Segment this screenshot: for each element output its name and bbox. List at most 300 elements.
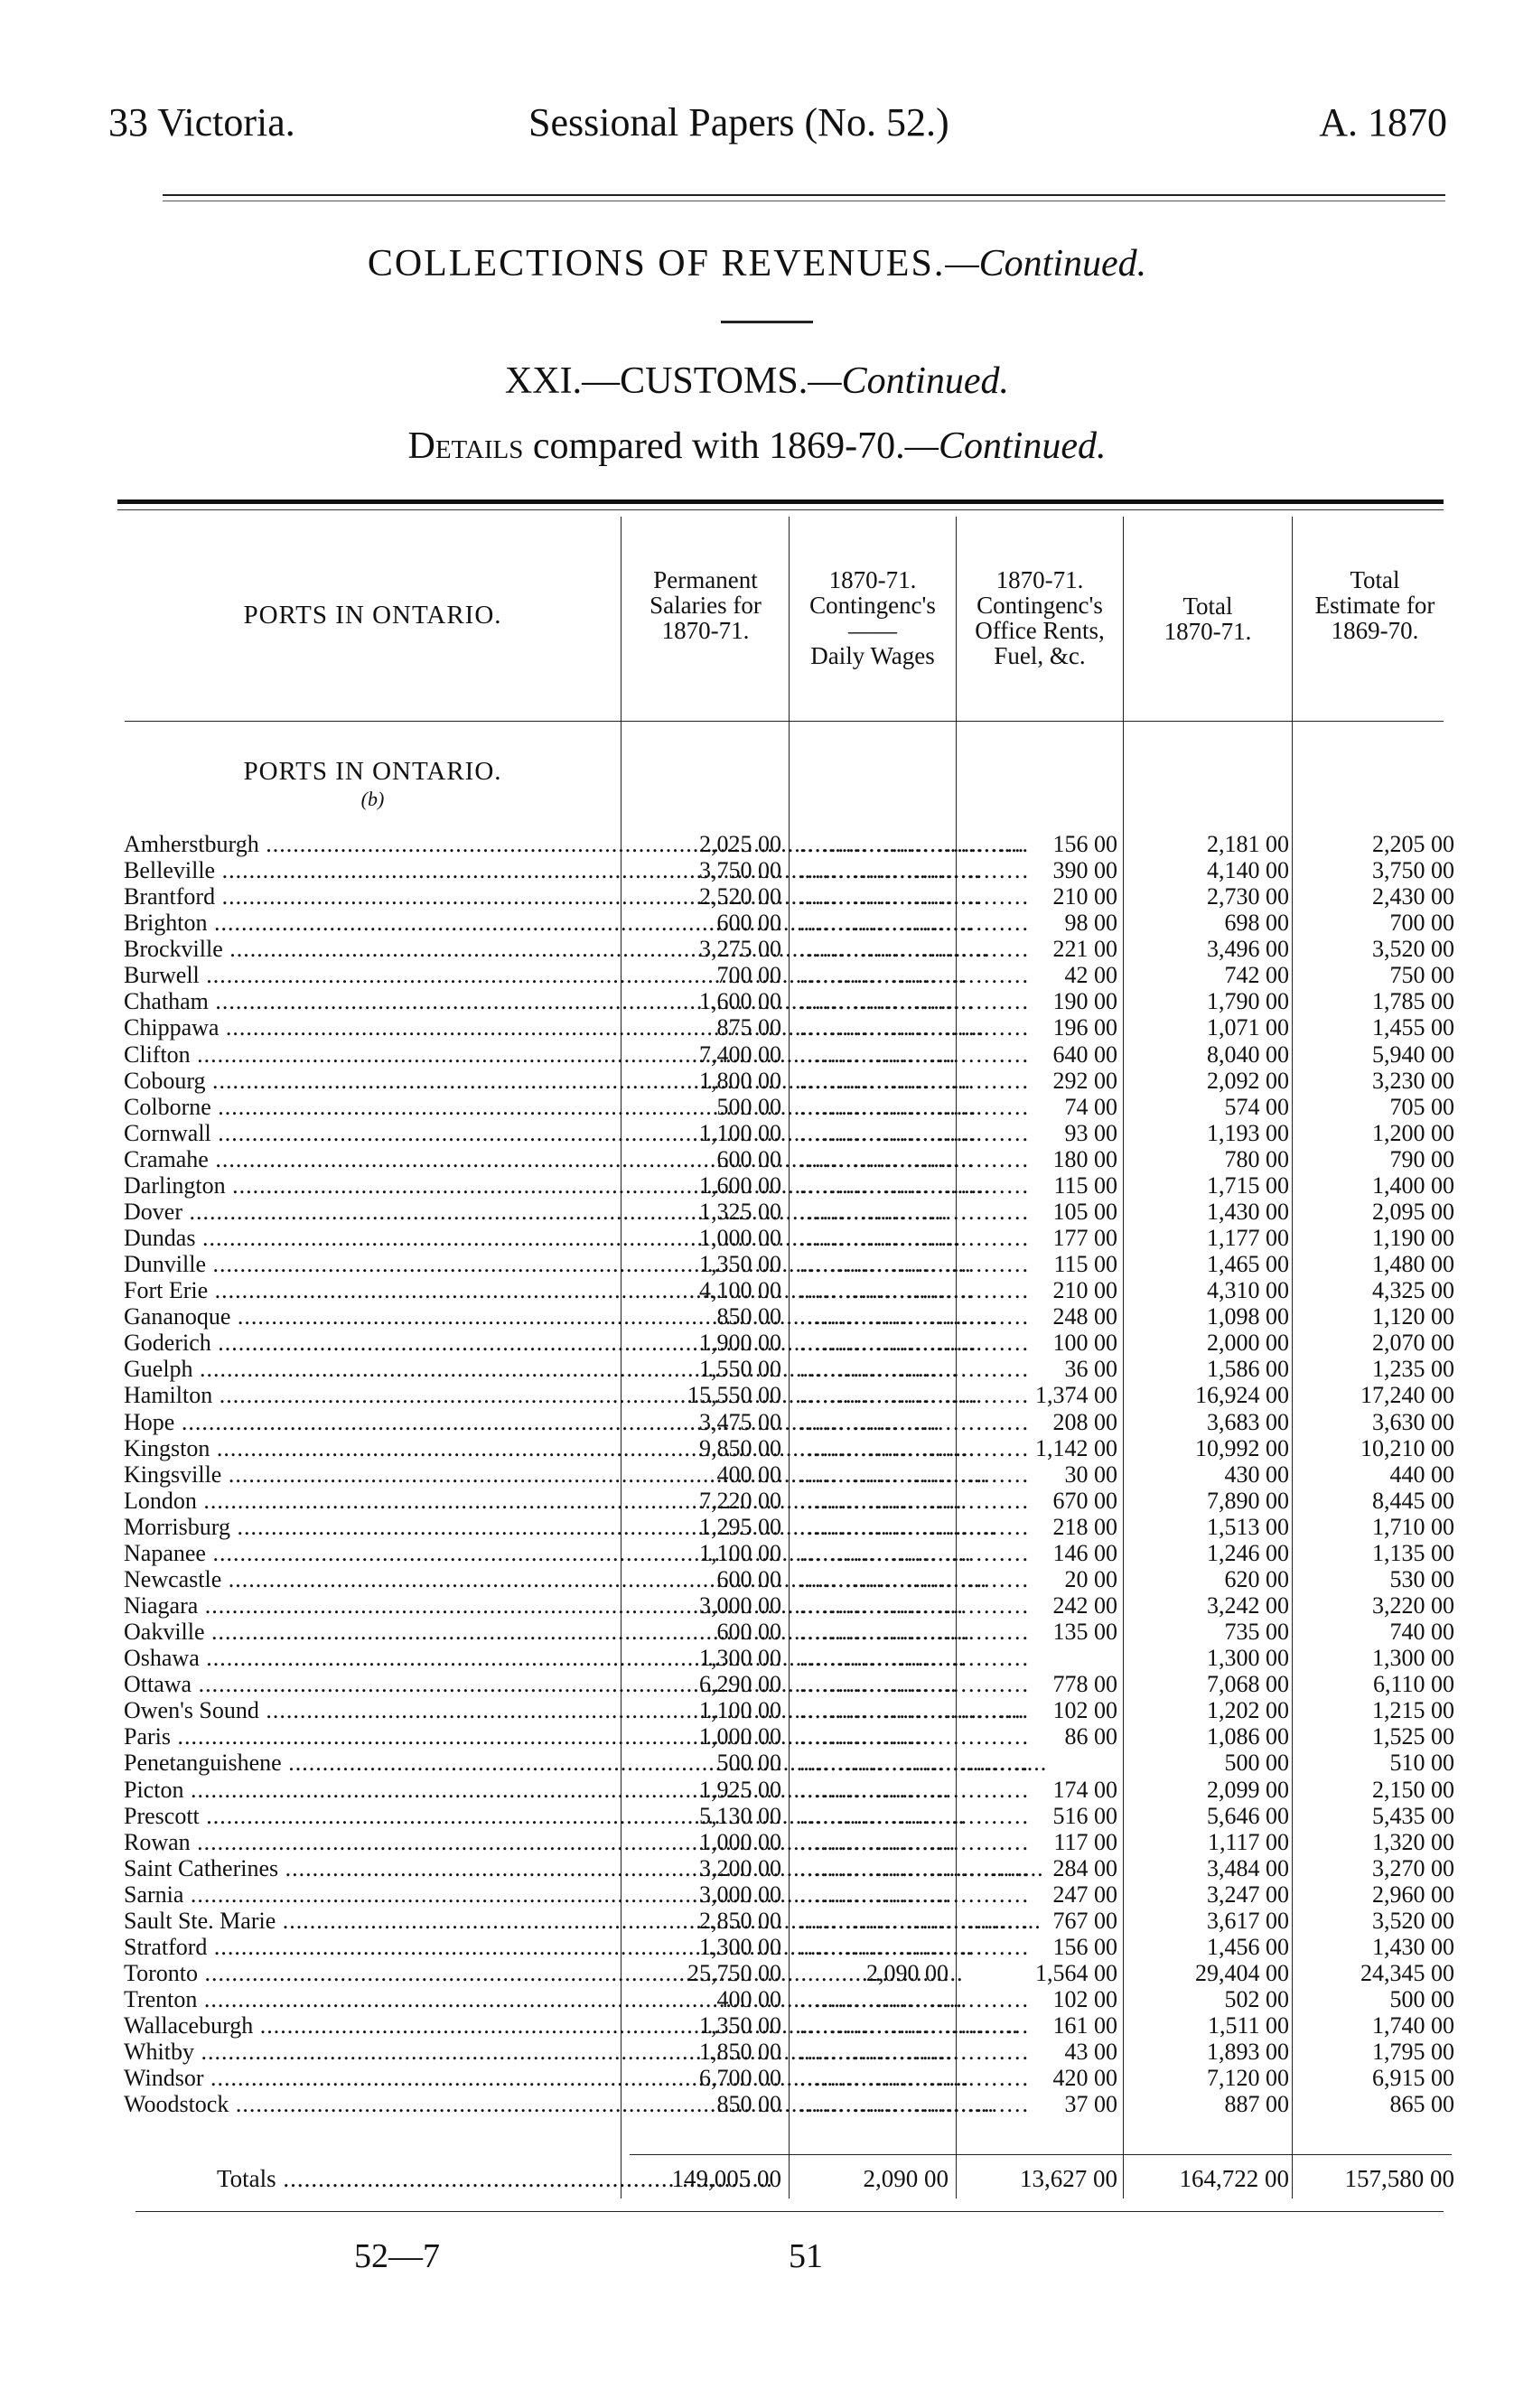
salaries-cell: 1,000 00 — [699, 1828, 781, 1855]
salaries-cell: 7,400 00 — [699, 1041, 781, 1068]
daily-wages-cell: 2,090 00 — [866, 1960, 949, 1986]
office-rents-cell: 43 00 — [1064, 2039, 1117, 2066]
port-name: Woodstock ..... — [124, 2091, 619, 2117]
daily-wages-cell: .............................. — [799, 1014, 1030, 1041]
table-row — [0, 883, 1514, 910]
office-rents-cell: 180 00 — [1052, 1145, 1117, 1172]
table-row — [0, 988, 1514, 1014]
port-name: Newcastle ..... — [124, 1566, 619, 1592]
daily-wages-cell: .............................. — [799, 2091, 1030, 2118]
totals-label: Totals ..... — [217, 2161, 619, 2197]
estimate-cell: 510 00 — [1389, 1750, 1454, 1777]
salaries-cell: 1,600 00 — [699, 1171, 781, 1199]
office-rents-cell: 516 00 — [1052, 1802, 1117, 1829]
title-divider — [721, 321, 813, 323]
salaries-cell: 1,295 00 — [699, 1513, 781, 1540]
daily-wages-cell: .............................. — [799, 1592, 1030, 1619]
salaries-cell: 3,275 00 — [699, 936, 781, 963]
port-name: Darlington ..... — [124, 1172, 619, 1199]
daily-wages-cell: .............................. — [799, 857, 1030, 884]
daily-wages-cell: .............................. — [799, 1565, 1030, 1592]
port-name: Sault Ste. Marie ..... — [124, 1908, 619, 1934]
total-cell: 2,000 00 — [1207, 1330, 1289, 1357]
total-cell: 2,092 00 — [1207, 1067, 1289, 1094]
table-row — [0, 1277, 1514, 1303]
total-cell: 8,040 00 — [1207, 1041, 1289, 1068]
port-name: Penetanguishene ..... — [124, 1750, 619, 1776]
port-name: Chatham ..... — [124, 988, 619, 1014]
salaries-cell: 3,475 00 — [699, 1408, 781, 1435]
port-name: Belleville ..... — [124, 857, 619, 883]
salaries-cell: 1,600 00 — [699, 988, 781, 1015]
table-row — [0, 1960, 1514, 1986]
footer-rule — [136, 2211, 1444, 2212]
daily-wages-cell: .............................. — [799, 1697, 1030, 1724]
table-row — [0, 1303, 1514, 1330]
estimate-cell: 1,135 00 — [1372, 1539, 1454, 1566]
salaries-cell: 1,000 00 — [699, 1225, 781, 1252]
totals-office: 13,627 00 — [1020, 2165, 1117, 2192]
table-row — [0, 1777, 1514, 1803]
office-rents-cell: 248 00 — [1052, 1303, 1117, 1330]
header-year: A. 1870 — [1319, 100, 1447, 145]
estimate-cell: 1,710 00 — [1372, 1513, 1454, 1540]
estimate-cell: 1,235 00 — [1372, 1356, 1454, 1383]
port-name: Morrisburg ..... — [124, 1514, 619, 1540]
daily-wages-cell: .............................. — [799, 1171, 1030, 1199]
office-rents-cell: 390 00 — [1052, 857, 1117, 884]
total-cell: 742 00 — [1224, 962, 1289, 989]
daily-wages-cell: .............................. — [799, 1854, 1030, 1881]
table-row — [0, 1671, 1514, 1697]
total-cell: 1,300 00 — [1207, 1645, 1289, 1672]
table-row — [0, 1068, 1514, 1094]
estimate-cell: 3,750 00 — [1372, 857, 1454, 884]
daily-wages-cell: .............................. — [799, 1907, 1030, 1934]
estimate-cell: 865 00 — [1389, 2091, 1454, 2118]
header-rule — [163, 194, 1445, 196]
total-cell: 10,992 00 — [1195, 1434, 1289, 1461]
estimate-cell: 1,320 00 — [1372, 1828, 1454, 1855]
daily-wages-cell: .............................. — [799, 1434, 1030, 1461]
title-main-continued: —Continued. — [945, 243, 1147, 285]
estimate-cell: 4,325 00 — [1372, 1277, 1454, 1304]
table-row — [0, 910, 1514, 936]
office-rents-cell: 1,142 00 — [1035, 1434, 1117, 1461]
total-cell: 574 00 — [1224, 1093, 1289, 1120]
estimate-cell: 2,070 00 — [1372, 1330, 1454, 1357]
port-name: Stratford ..... — [124, 1934, 619, 1960]
estimate-cell: 750 00 — [1389, 962, 1454, 989]
salaries-cell: 9,850 00 — [699, 1434, 781, 1461]
table-row — [0, 1986, 1514, 2012]
office-rents-cell: 1,564 00 — [1035, 1960, 1117, 1986]
office-rents-cell: 115 00 — [1053, 1171, 1117, 1199]
daily-wages-cell: .............................. — [799, 962, 1030, 989]
table-row — [0, 1225, 1514, 1251]
total-cell: 620 00 — [1224, 1565, 1289, 1592]
port-name: Trenton ..... — [124, 1986, 619, 2012]
total-cell: 1,511 00 — [1207, 2012, 1289, 2039]
total-cell: 1,715 00 — [1207, 1171, 1289, 1199]
total-cell: 887 00 — [1224, 2091, 1289, 2118]
daily-wages-cell: .............................. — [799, 1828, 1030, 1855]
port-name: Oakville ..... — [124, 1619, 619, 1645]
total-cell: 3,617 00 — [1207, 1907, 1289, 1934]
table-row — [0, 1435, 1514, 1461]
table-row — [0, 1409, 1514, 1435]
office-rents-cell: 177 00 — [1052, 1225, 1117, 1252]
estimate-cell: 500 00 — [1389, 1986, 1454, 2013]
estimate-cell: 3,520 00 — [1372, 936, 1454, 963]
daily-wages-cell: .............................. — [799, 1645, 1030, 1672]
salaries-cell: 1,100 00 — [699, 1539, 781, 1566]
salaries-cell: 500 00 — [716, 1750, 781, 1777]
office-rents-cell: 20 00 — [1064, 1565, 1117, 1592]
table-row — [0, 1461, 1514, 1488]
daily-wages-cell: .............................. — [799, 1802, 1030, 1829]
office-rents-cell: 242 00 — [1052, 1592, 1117, 1619]
table-row — [0, 1146, 1514, 1172]
daily-wages-cell: .............................. — [799, 988, 1030, 1015]
port-name: Dover ..... — [124, 1199, 619, 1225]
daily-wages-cell: .............................. — [799, 1539, 1030, 1566]
table-row — [0, 1172, 1514, 1199]
column-header-total: Total 1870-71. — [1164, 593, 1252, 645]
estimate-cell: 6,110 00 — [1372, 1671, 1454, 1698]
port-name: Cobourg ..... — [124, 1068, 619, 1094]
office-rents-cell: 30 00 — [1064, 1461, 1117, 1488]
office-rents-cell: 767 00 — [1052, 1907, 1117, 1934]
table-row — [0, 2012, 1514, 2039]
office-rents-cell: 218 00 — [1052, 1513, 1117, 1540]
totals-salaries: 149,005 00 — [671, 2165, 781, 2192]
daily-wages-cell: .............................. — [799, 1487, 1030, 1514]
port-name: Niagara ..... — [124, 1592, 619, 1619]
total-cell: 7,068 00 — [1207, 1671, 1289, 1698]
estimate-cell: 1,430 00 — [1372, 1933, 1454, 1960]
office-rents-cell: 247 00 — [1052, 1881, 1117, 1908]
estimate-cell: 700 00 — [1389, 910, 1454, 937]
port-name: Kingston ..... — [124, 1435, 619, 1461]
table-row — [0, 2091, 1514, 2117]
estimate-cell: 1,215 00 — [1372, 1697, 1454, 1724]
column-header-daily-wages: 1870-71. Contingenc's —— Daily Wages — [809, 566, 936, 669]
total-cell: 780 00 — [1224, 1145, 1289, 1172]
port-name: Dunville ..... — [124, 1251, 619, 1277]
daily-wages-cell: .............................. — [799, 1225, 1030, 1252]
total-cell: 1,117 00 — [1207, 1828, 1289, 1855]
salaries-cell: 6,290 00 — [699, 1671, 781, 1698]
daily-wages-cell: .............................. — [799, 1933, 1030, 1960]
total-cell: 1,071 00 — [1207, 1014, 1289, 1041]
daily-wages-cell: .............................. — [799, 1461, 1030, 1488]
table-row — [0, 1934, 1514, 1960]
daily-wages-cell: .............................. — [799, 1041, 1030, 1068]
total-cell: 5,646 00 — [1207, 1802, 1289, 1829]
office-rents-cell: 196 00 — [1052, 1014, 1117, 1041]
office-rents-cell: 135 00 — [1052, 1619, 1117, 1646]
total-cell: 2,099 00 — [1207, 1776, 1289, 1803]
total-cell: 7,120 00 — [1207, 2065, 1289, 2092]
table-row — [0, 1697, 1514, 1723]
daily-wages-cell: .............................. — [799, 1067, 1030, 1094]
estimate-cell: 2,205 00 — [1372, 831, 1454, 857]
daily-wages-cell: .............................. — [799, 1776, 1030, 1803]
office-rents-cell: 670 00 — [1052, 1487, 1117, 1514]
salaries-cell: 6,700 00 — [699, 2065, 781, 2092]
estimate-cell: 1,200 00 — [1372, 1119, 1454, 1146]
totals-daily: 2,090 00 — [863, 2165, 949, 2192]
office-rents-cell: 42 00 — [1064, 962, 1117, 989]
port-name: Whitby ..... — [124, 2039, 619, 2065]
estimate-cell: 2,095 00 — [1372, 1198, 1454, 1225]
office-rents-cell: 161 00 — [1052, 2012, 1117, 2039]
office-rents-cell: 146 00 — [1052, 1539, 1117, 1566]
estimate-cell: 3,270 00 — [1372, 1854, 1454, 1881]
office-rents-cell: 74 00 — [1064, 1093, 1117, 1120]
daily-wages-cell: .............................. — [799, 1382, 1030, 1409]
port-name: Paris ..... — [124, 1723, 619, 1750]
port-name: Burwell ..... — [124, 962, 619, 988]
title-main: COLLECTIONS OF REVENUES. — [367, 243, 946, 285]
port-name: London ..... — [124, 1488, 619, 1514]
table-row — [0, 1514, 1514, 1540]
office-rents-cell: 778 00 — [1052, 1671, 1117, 1698]
table-row — [0, 1251, 1514, 1277]
estimate-cell: 2,430 00 — [1372, 883, 1454, 910]
section-title — [0, 359, 1514, 403]
salaries-cell: 1,550 00 — [699, 1356, 781, 1383]
section-continued: —Continued. — [808, 360, 1010, 402]
estimate-cell: 2,960 00 — [1372, 1881, 1454, 1908]
port-name: Cramahe ..... — [124, 1146, 619, 1172]
estimate-cell: 1,740 00 — [1372, 2012, 1454, 2039]
total-cell: 1,430 00 — [1207, 1198, 1289, 1225]
subheading-note: (b) — [360, 788, 385, 810]
estimate-cell: 1,525 00 — [1372, 1723, 1454, 1750]
total-cell: 1,246 00 — [1207, 1539, 1289, 1566]
daily-wages-cell: .............................. — [799, 2012, 1030, 2039]
port-name: Goderich ..... — [124, 1330, 619, 1356]
port-name: Ottawa ..... — [124, 1671, 619, 1697]
port-name: Napanee ..... — [124, 1540, 619, 1566]
salaries-cell: 1,900 00 — [699, 1330, 781, 1357]
port-name: Gananoque ..... — [124, 1303, 619, 1330]
daily-wages-cell: .............................. — [799, 1750, 1030, 1777]
daily-wages-cell: .............................. — [799, 2039, 1030, 2066]
total-cell: 1,465 00 — [1207, 1251, 1289, 1278]
port-name: Clifton ..... — [124, 1041, 619, 1068]
office-rents-cell: 102 00 — [1052, 1697, 1117, 1724]
total-cell: 430 00 — [1224, 1461, 1289, 1488]
office-rents-cell: 1,374 00 — [1035, 1382, 1117, 1409]
salaries-cell: 2,025 00 — [699, 831, 781, 857]
total-cell: 1,177 00 — [1207, 1225, 1289, 1252]
salaries-cell: 7,220 00 — [699, 1487, 781, 1514]
daily-wages-cell: .............................. — [799, 1671, 1030, 1698]
office-rents-cell: 93 00 — [1064, 1119, 1117, 1146]
total-cell: 500 00 — [1224, 1750, 1289, 1777]
estimate-cell: 3,220 00 — [1372, 1592, 1454, 1619]
port-name: Picton ..... — [124, 1777, 619, 1803]
salaries-cell: 700 00 — [716, 962, 781, 989]
estimate-cell: 2,150 00 — [1372, 1776, 1454, 1803]
port-name: Toronto ..... — [124, 1960, 619, 1986]
total-cell: 4,310 00 — [1207, 1277, 1289, 1304]
estimate-cell: 1,120 00 — [1372, 1303, 1454, 1330]
total-cell: 7,890 00 — [1207, 1487, 1289, 1514]
daily-wages-cell: .............................. — [799, 1093, 1030, 1120]
totals-row — [0, 2161, 1514, 2197]
port-name: Dundas ..... — [124, 1225, 619, 1251]
port-name: Hope ..... — [124, 1409, 619, 1435]
estimate-cell: 5,940 00 — [1372, 1041, 1454, 1068]
total-cell: 1,193 00 — [1207, 1119, 1289, 1146]
totals-total: 164,722 00 — [1179, 2165, 1289, 2192]
office-rents-cell: 100 00 — [1052, 1330, 1117, 1357]
daily-wages-cell: .............................. — [799, 1330, 1030, 1357]
table-row — [0, 1855, 1514, 1881]
estimate-cell: 1,795 00 — [1372, 2039, 1454, 2066]
estimate-cell: 6,915 00 — [1372, 2065, 1454, 2092]
table-row — [0, 831, 1514, 857]
total-cell: 3,242 00 — [1207, 1592, 1289, 1619]
salaries-cell: 1,325 00 — [699, 1198, 781, 1225]
table-row — [0, 1120, 1514, 1146]
port-name: Wallaceburgh ..... — [124, 2012, 619, 2039]
office-rents-cell: 156 00 — [1052, 831, 1117, 857]
table-row — [0, 1908, 1514, 1934]
total-cell: 1,586 00 — [1207, 1356, 1289, 1383]
salaries-cell: 3,000 00 — [699, 1592, 781, 1619]
salaries-cell: 1,300 00 — [699, 1645, 781, 1672]
office-rents-cell: 98 00 — [1064, 910, 1117, 937]
salaries-cell: 3,750 00 — [699, 857, 781, 884]
header-bottom-rule — [125, 721, 1444, 722]
salaries-cell: 4,100 00 — [699, 1277, 781, 1304]
salaries-cell: 1,100 00 — [699, 1119, 781, 1146]
total-cell: 3,496 00 — [1207, 936, 1289, 963]
port-name: Brighton ..... — [124, 910, 619, 936]
salaries-cell: 1,100 00 — [699, 1697, 781, 1724]
total-cell: 2,181 00 — [1207, 831, 1289, 857]
table-top-rule — [117, 499, 1444, 504]
estimate-cell: 530 00 — [1389, 1565, 1454, 1592]
daily-wages-cell: .............................. — [799, 1251, 1030, 1278]
estimate-cell: 3,630 00 — [1372, 1408, 1454, 1435]
page-number: 51 — [789, 2237, 823, 2275]
port-name: Cornwall ..... — [124, 1120, 619, 1146]
salaries-cell: 600 00 — [716, 910, 781, 937]
estimate-cell: 1,400 00 — [1372, 1171, 1454, 1199]
port-name: Owen's Sound ..... — [124, 1697, 619, 1723]
daily-wages-cell: .............................. — [799, 1513, 1030, 1540]
office-rents-cell: 156 00 — [1052, 1933, 1117, 1960]
total-cell: 3,247 00 — [1207, 1881, 1289, 1908]
port-name: Hamilton ..... — [124, 1382, 619, 1408]
estimate-cell: 1,300 00 — [1372, 1645, 1454, 1672]
total-cell: 1,456 00 — [1207, 1933, 1289, 1960]
daily-wages-cell: .............................. — [799, 883, 1030, 910]
office-rents-cell: 292 00 — [1052, 1067, 1117, 1094]
total-cell: 2,730 00 — [1207, 883, 1289, 910]
port-name: Rowan ..... — [124, 1829, 619, 1855]
port-name: Windsor ..... — [124, 2065, 619, 2091]
table-row — [0, 1829, 1514, 1855]
total-cell: 698 00 — [1224, 910, 1289, 937]
total-cell: 4,140 00 — [1207, 857, 1289, 884]
total-cell: 3,683 00 — [1207, 1408, 1289, 1435]
estimate-cell: 740 00 — [1389, 1619, 1454, 1646]
section-name: XXI.—CUSTOMS. — [504, 360, 808, 402]
total-cell: 1,098 00 — [1207, 1303, 1289, 1330]
total-cell: 16,924 00 — [1195, 1382, 1289, 1409]
total-cell: 502 00 — [1224, 1986, 1289, 2013]
estimate-cell: 1,190 00 — [1372, 1225, 1454, 1252]
office-rents-cell: 208 00 — [1052, 1408, 1117, 1435]
port-name: Kingsville ..... — [124, 1461, 619, 1488]
total-cell: 1,086 00 — [1207, 1723, 1289, 1750]
estimate-cell: 440 00 — [1389, 1461, 1454, 1488]
table-row — [0, 857, 1514, 883]
header-sessional-papers: Sessional Papers (No. 52.) — [528, 100, 949, 145]
office-rents-cell: 37 00 — [1064, 2091, 1117, 2118]
table-row — [0, 1750, 1514, 1776]
salaries-cell: 600 00 — [716, 1565, 781, 1592]
totals-rule — [630, 2154, 1452, 2155]
table-row — [0, 2065, 1514, 2091]
footer-signature: 52—7 — [354, 2237, 440, 2275]
total-cell: 1,513 00 — [1207, 1513, 1289, 1540]
page-title — [0, 242, 1514, 285]
table-row — [0, 1014, 1514, 1041]
table-row — [0, 1592, 1514, 1619]
table-row — [0, 1881, 1514, 1908]
salaries-cell: 5,130 00 — [699, 1802, 781, 1829]
salaries-cell: 3,200 00 — [699, 1854, 781, 1881]
estimate-cell: 24,345 00 — [1360, 1960, 1454, 1986]
daily-wages-cell: .............................. — [799, 1145, 1030, 1172]
office-rents-cell: 640 00 — [1052, 1041, 1117, 1068]
estimate-cell: 705 00 — [1389, 1093, 1454, 1120]
salaries-cell: 400 00 — [716, 1461, 781, 1488]
total-cell: 1,790 00 — [1207, 988, 1289, 1015]
table-row — [0, 1723, 1514, 1750]
port-name: Saint Catherines ..... — [124, 1855, 619, 1881]
office-rents-cell: 210 00 — [1052, 883, 1117, 910]
daily-wages-cell: .............................. — [799, 1881, 1030, 1908]
table-row — [0, 1199, 1514, 1225]
estimate-cell: 1,785 00 — [1372, 988, 1454, 1015]
table-row — [0, 2039, 1514, 2065]
office-rents-cell: 105 00 — [1052, 1198, 1117, 1225]
subheading-ports: PORTS IN ONTARIO. — [243, 757, 502, 786]
estimate-cell: 790 00 — [1389, 1145, 1454, 1172]
table-row — [0, 1094, 1514, 1120]
salaries-cell: 600 00 — [716, 1619, 781, 1646]
table-row — [0, 1540, 1514, 1566]
port-name: Prescott ..... — [124, 1803, 619, 1829]
port-name: Oshawa ..... — [124, 1645, 619, 1671]
salaries-cell: 3,000 00 — [699, 1881, 781, 1908]
table-row — [0, 1356, 1514, 1382]
daily-wages-cell: .............................. — [799, 1303, 1030, 1330]
office-rents-cell: 102 00 — [1052, 1986, 1117, 2013]
salaries-cell: 600 00 — [716, 1145, 781, 1172]
office-rents-cell: 174 00 — [1052, 1776, 1117, 1803]
office-rents-cell: 117 00 — [1053, 1828, 1117, 1855]
